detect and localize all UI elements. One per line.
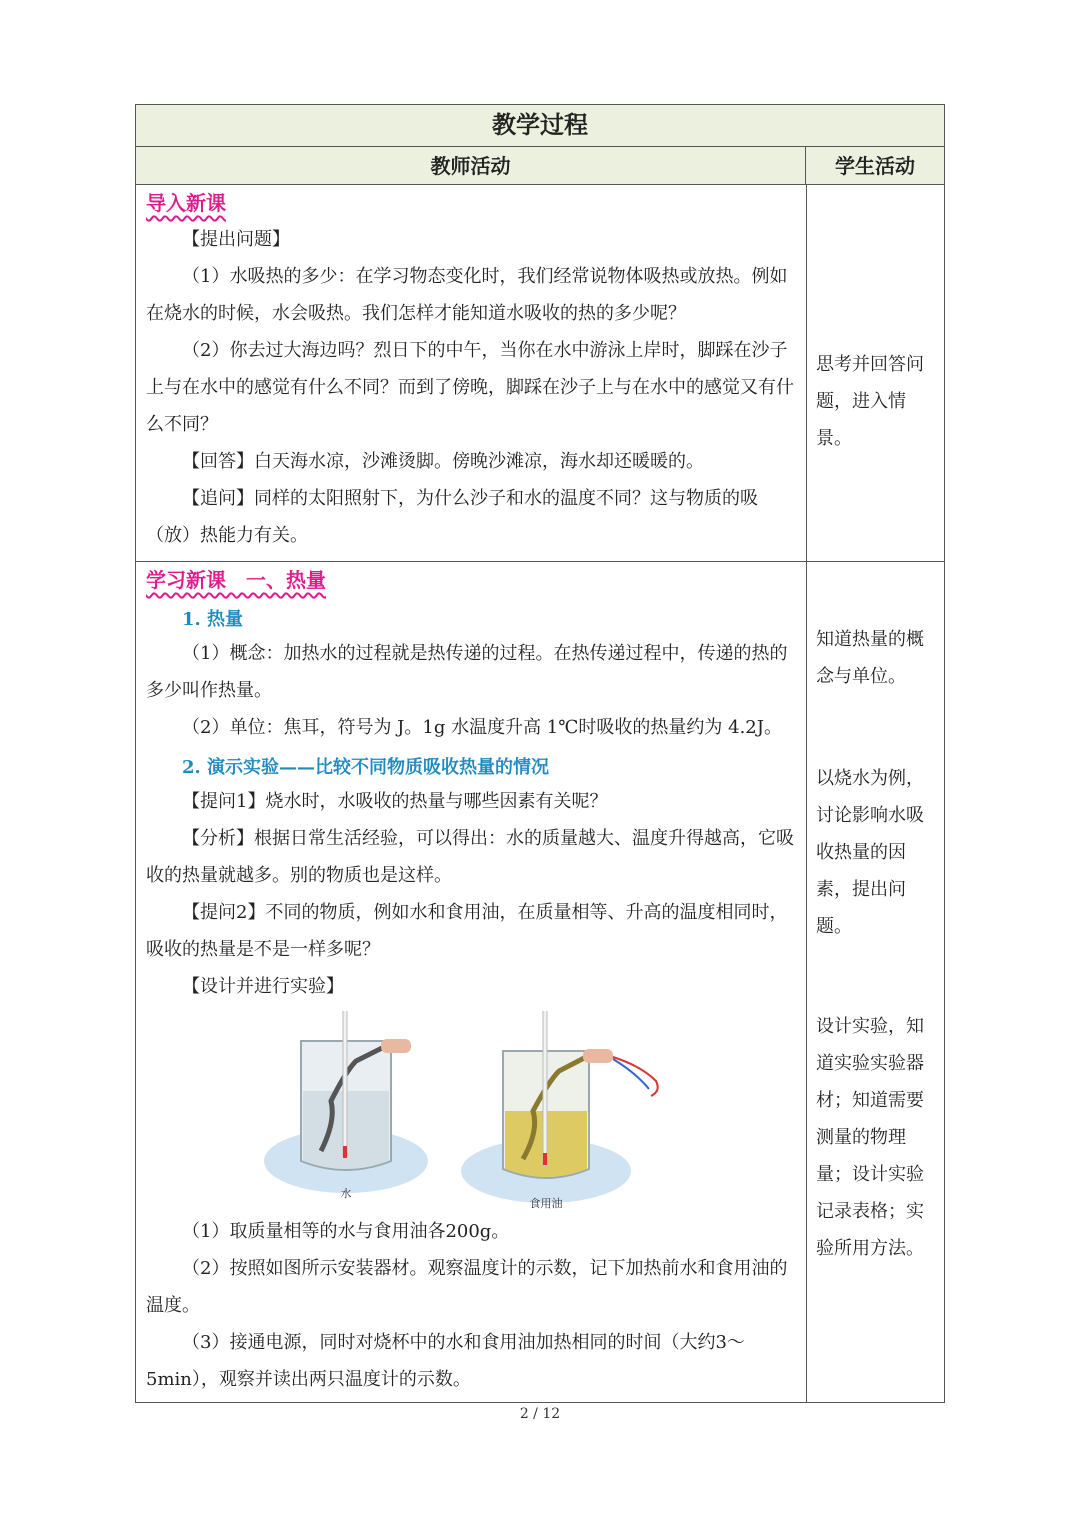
paragraph-water-heat: （1）水吸热的多少：在学习物态变化时，我们经常说物体吸热或放热。例如在烧水的时候，水会吸热。我们怎样才能知道水吸收的热的多少呢？	[146, 266, 788, 324]
paragraph-analysis: 【分析】根据日常生活经验，可以得出：水的质量越大、温度升得越高，它吸收的热量就越多。别的物质也是这样。	[146, 828, 794, 886]
student-activity-2: 知道热量的概念与单位。	[816, 629, 924, 687]
paragraph-seaside: （2）你去过大海边吗？烈日下的中午，当你在水中游泳上岸时，脚踩在沙子上与在水中的感觉有什么不同？而到了傍晚，脚踩在沙子上与在水中的感觉又有什么不同？	[146, 340, 794, 435]
paragraph-step-2: （2）按照如图所示安装器材。观察温度计的示数，记下加热前水和食用油的温度。	[146, 1258, 788, 1316]
water-thermometer	[343, 1011, 347, 1156]
paragraph-question-2: 【提问2】不同的物质，例如水和食用油，在质量相等、升高的温度相同时，吸收的热量是不是一样多呢？	[146, 902, 788, 960]
label-water: 水	[340, 1187, 352, 1200]
paragraph-question-1: 【提问1】烧水时，水吸收的热量与哪些因素有关呢？	[182, 791, 608, 812]
subheading-experiment: 2. 演示实验——比较不同物质吸收热量的情况	[182, 757, 550, 778]
oil-thermometer-bulb	[543, 1153, 547, 1165]
column-divider	[806, 185, 807, 1402]
page-number: 2 / 12	[519, 1406, 561, 1422]
experiment-figure	[261, 1011, 671, 1211]
student-activity-4: 设计实验，知道实验实验器材；知道需要测量的物理量；设计实验记录表格；实验所用方法。	[816, 1016, 924, 1259]
section-heading-intro: 导入新课	[146, 191, 226, 215]
student-activity-1: 思考并回答问题，进入情景。	[816, 354, 924, 449]
paragraph-answer: 【回答】白天海水凉，沙滩烫脚。傍晚沙滩凉，海水却还暖暖的。	[182, 451, 704, 472]
paragraph-concept: （1）概念：加热水的过程就是热传递的过程。在热传递过程中，传递的热的多少叫作热量。	[146, 643, 788, 701]
tag-problem: 【提出问题】	[182, 229, 290, 250]
row-divider	[136, 561, 944, 562]
oil-thermometer	[543, 1011, 547, 1166]
lesson-table	[135, 104, 945, 1403]
subheading-heat: 1. 热量	[182, 609, 244, 630]
water-plug	[381, 1039, 411, 1053]
water-thermometer-bulb	[343, 1146, 347, 1158]
section-heading-new-lesson: 学习新课 一、热量	[146, 568, 326, 592]
paragraph-unit: （2）单位：焦耳，符号为 J。1g 水温度升高 1℃时吸收的热量约为 4.2J。	[182, 717, 782, 738]
student-activity-3: 以烧水为例，讨论影响水吸收热量的因素，提出问题。	[816, 768, 924, 937]
paragraph-design: 【设计并进行实验】	[182, 976, 344, 997]
label-oil: 食用油	[529, 1197, 563, 1210]
column-header-teacher: 教师活动	[136, 147, 806, 185]
column-header-student: 学生活动	[806, 147, 944, 185]
oil-plug	[583, 1049, 613, 1063]
paragraph-followup: 【追问】同样的太阳照射下，为什么沙子和水的温度不同？这与物质的吸（放）热能力有关。	[146, 488, 758, 546]
table-title: 教学过程	[136, 105, 944, 147]
paragraph-step-3: （3）接通电源，同时对烧杯中的水和食用油加热相同的时间（大约3～5min），观察并读出两只温度计的示数。	[146, 1332, 745, 1390]
paragraph-step-1: （1）取质量相等的水与食用油各200g。	[182, 1221, 510, 1242]
